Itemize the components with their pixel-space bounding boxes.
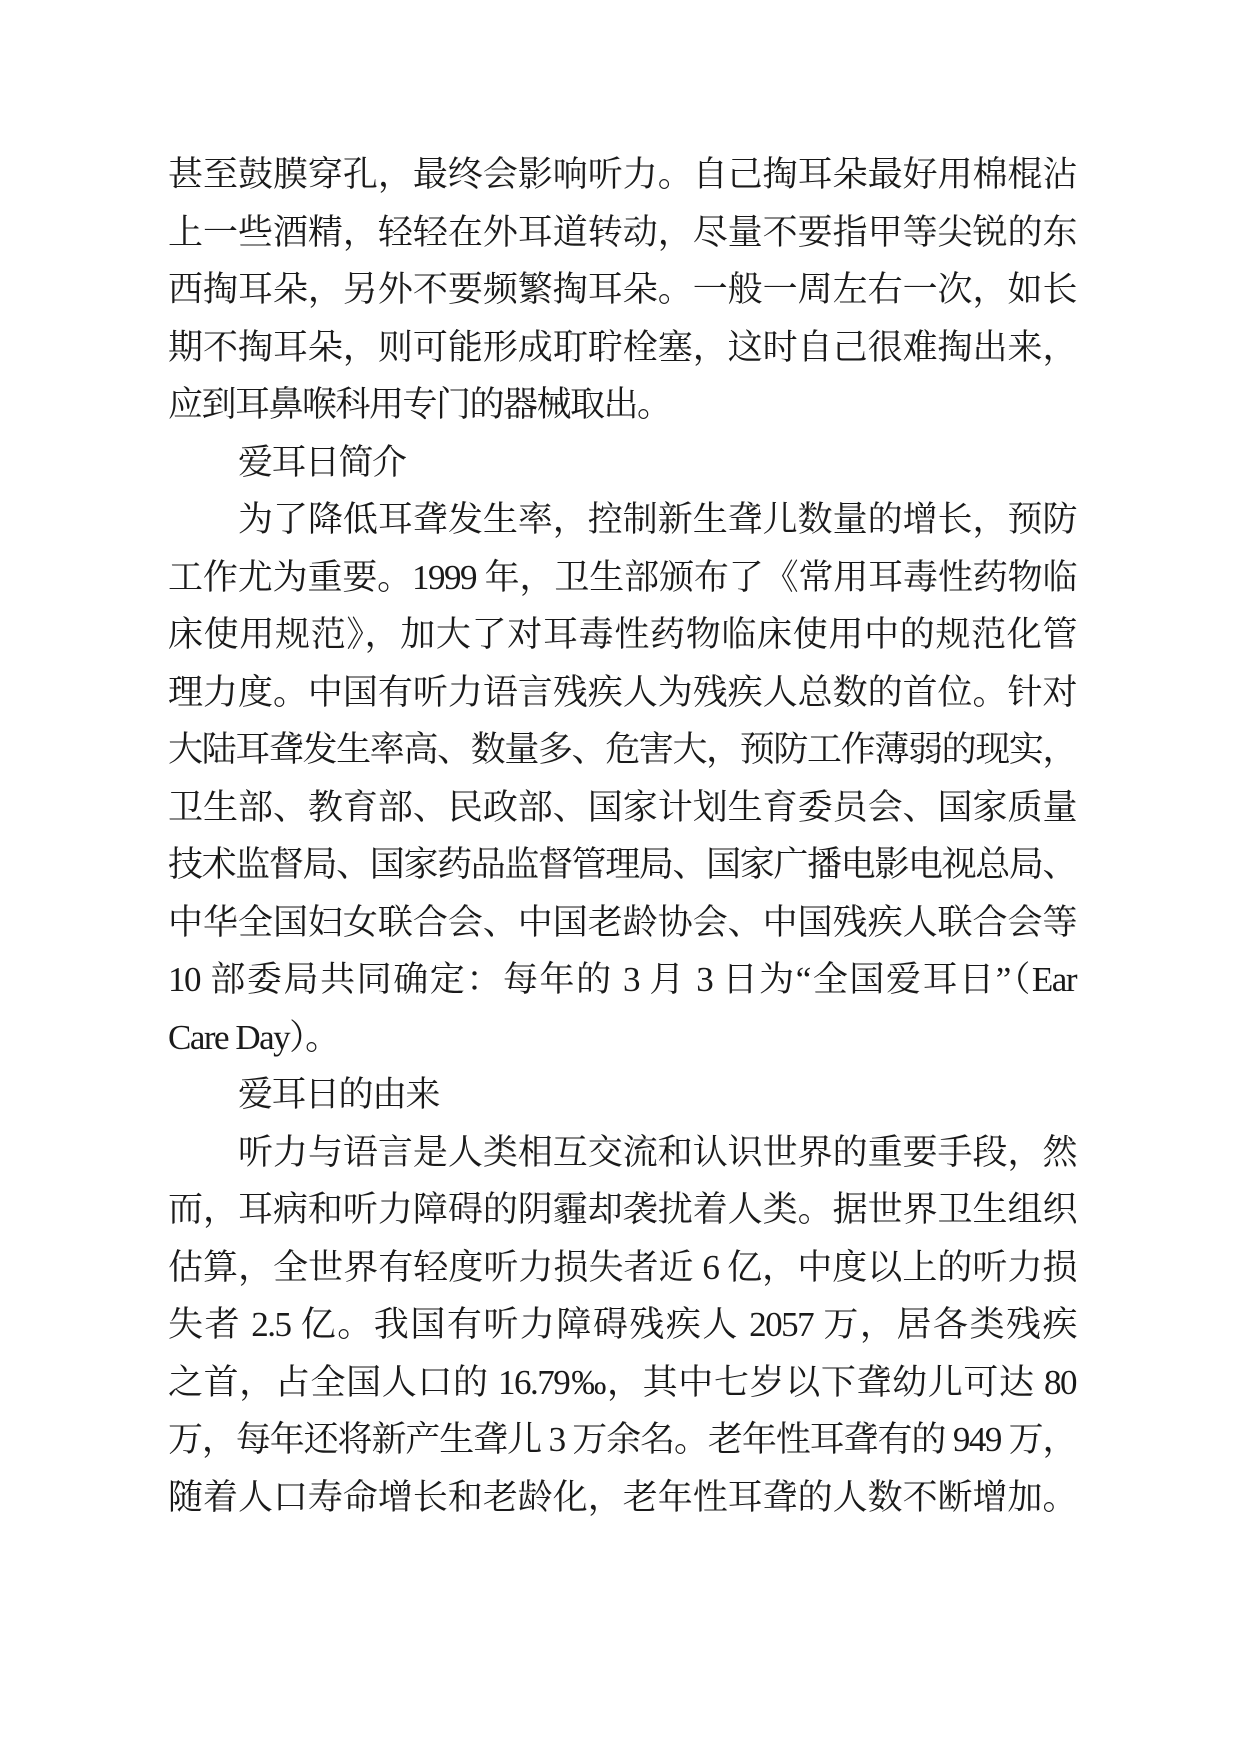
text-line: 而，耳病和听力障碍的阴霾却袭扰着人类。据世界卫生组织 bbox=[168, 1190, 1076, 1229]
text-line: 卫生部、教育部、民政部、国家计划生育委员会、国家质量 bbox=[168, 787, 1076, 827]
text-line: 随着人口寿命增长和老龄化，老年性耳聋的人数不断增加。 bbox=[168, 1477, 1076, 1517]
text-line: 工作尤为重要。1999 年，卫生部颁布了《常用耳毒性药物临 bbox=[168, 557, 1076, 597]
text-line: 期不掏耳朵，则可能形成耵聍栓塞，这时自己很难掏出来， bbox=[168, 327, 1076, 367]
text-line: 中华全国妇女联合会、中国老龄协会、中国残疾人联合会等 bbox=[168, 902, 1076, 942]
document-text-body bbox=[168, 146, 1076, 1526]
heading-line: 爱耳日简介 bbox=[238, 442, 406, 482]
text-line: 上一些酒精，轻轻在外耳道转动，尽量不要指甲等尖锐的东 bbox=[168, 212, 1076, 252]
text-line: 床使用规范》，加大了对耳毒性药物临床使用中的规范化管 bbox=[168, 615, 1076, 654]
text-line: 万，每年还将新产生聋儿 3 万余名。老年性耳聋有的 949 万， bbox=[168, 1420, 1076, 1459]
text-line: Care Day）。 bbox=[168, 1017, 339, 1057]
text-line: 西掏耳朵，另外不要频繁掏耳朵。一般一周左右一次，如长 bbox=[168, 270, 1076, 309]
text-line: 估算，全世界有轻度听力损失者近 6 亿，中度以上的听力损 bbox=[168, 1247, 1076, 1287]
text-line: 应到耳鼻喉科用专门的器械取出。 bbox=[168, 385, 671, 424]
body-paragraph bbox=[168, 1124, 1076, 1527]
text-line: 10 部委局共同确定：每年的 3 月 3 日为“全国爱耳日”（Ear bbox=[168, 960, 1076, 999]
section-heading bbox=[168, 1066, 1076, 1124]
text-line: 之首，占全国人口的 16.79‰，其中七岁以下聋幼儿可达 80 bbox=[168, 1362, 1076, 1402]
text-line: 甚至鼓膜穿孔，最终会影响听力。自己掏耳朵最好用棉棍沾 bbox=[168, 155, 1076, 194]
text-line: 大陆耳聋发生率高、数量多、危害大，预防工作薄弱的现实， bbox=[168, 730, 1076, 769]
heading-line: 爱耳日的由来 bbox=[238, 1075, 440, 1114]
section-heading bbox=[168, 434, 1076, 492]
text-line: 理力度。中国有听力语言残疾人为残疾人总数的首位。针对 bbox=[168, 672, 1076, 712]
text-line: 听力与语言是人类相互交流和认识世界的重要手段，然 bbox=[238, 1132, 1076, 1172]
text-line: 技术监督局、国家药品监督管理局、国家广播电影电视总局、 bbox=[168, 845, 1076, 884]
body-paragraph bbox=[168, 146, 1076, 434]
text-line: 失者 2.5 亿。我国有听力障碍残疾人 2057 万，居各类残疾 bbox=[168, 1305, 1076, 1344]
text-line: 为了降低耳聋发生率，控制新生聋儿数量的增长，预防 bbox=[238, 500, 1076, 539]
body-paragraph bbox=[168, 491, 1076, 1066]
